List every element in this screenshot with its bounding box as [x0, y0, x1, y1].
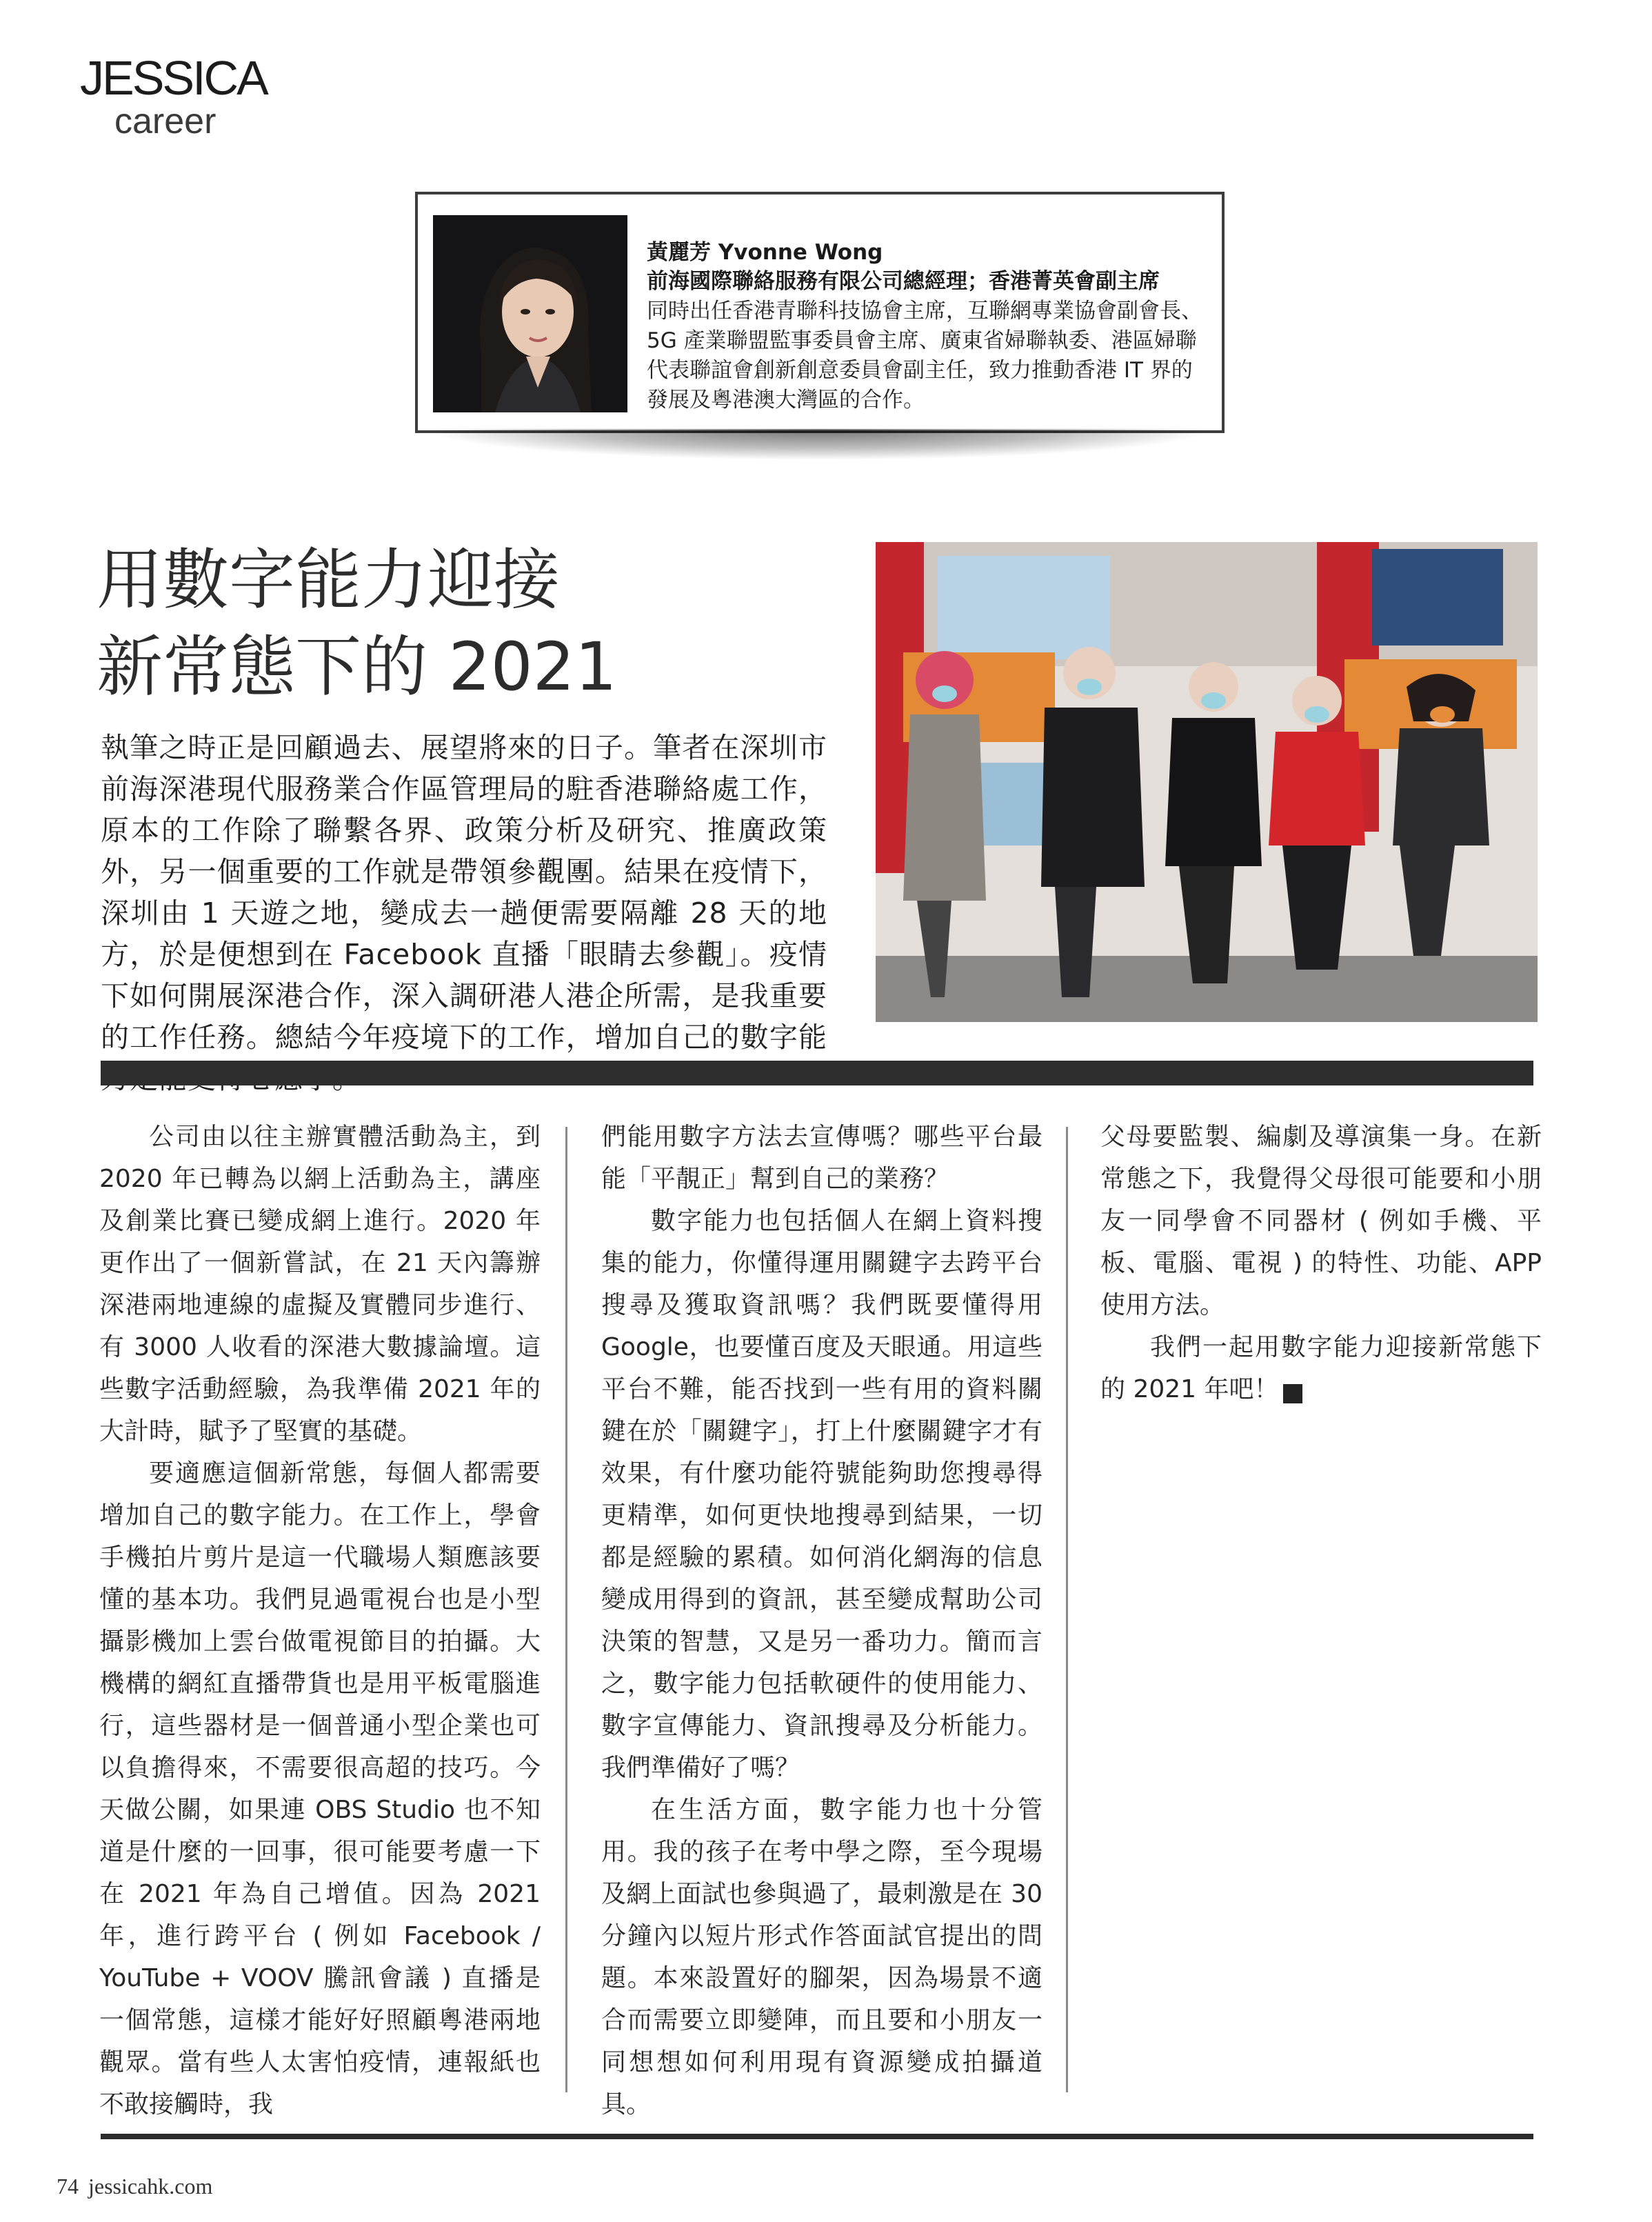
paragraph: 父母要監製、編劇及導演集一身。在新常態之下，我覺得父母很可能要和小朋友一同學會不同器材 ( 例如手機、平板、電腦、電視 ) 的特性、功能、APP 使用方法。	[1100, 1123, 1542, 1319]
article-intro: 執筆之時正是回顧過去、展望將來的日子。筆者在深圳市前海深港現代服務業合作區管理局的駐香港聯絡處工作，原本的工作除了聯繫各界、政策分析及研究、推廣政策外，另一個重要的工作就是帶領參觀團。結果在疫情下，深圳由 1 天遊之地，變成去一趟便需要隔離 28 天的地方，於是便想到在 Facebook 直播「眼睛去參觀」。疫情下如何開展深港合作，深入調研港人港企所需，是我重要的工作任務。總結今年疫境下的工作，增加自己的數字能	[101, 731, 827, 1054]
paragraph: 們能用數字方法去宣傳嗎？哪些平台最能「平靚正」幫到自己的業務？	[601, 1123, 1042, 1193]
headline-line-2: 新常態下的 2021	[97, 628, 617, 705]
page-number: 74	[57, 2174, 79, 2199]
page-footer	[57, 2174, 212, 2199]
event-photo-image	[876, 542, 1538, 1022]
article-column-3	[1100, 1116, 1542, 1410]
column-divider	[1066, 1127, 1068, 2092]
portrait-image	[433, 215, 627, 412]
article-headline	[97, 537, 855, 710]
paragraph: 要適應這個新常態，每個人都需要增加自己的數字能力。在工作上，學會手機拍片剪片是這一代職場人類應該要懂的基本功。我們見過電視台也是小型攝影機加上雲台做電視節目的拍攝。大機構的網紅直播帶貨也是用平板電腦進行，這些器材是一個普通小型企業也可以負擔得來，不需要很高超的技巧。今天做公關，如果連 OBS Studio 也不知道是什麼的一回事，很可能要考慮一下在 2021 年為自己增值。因為 2021 年，進行跨平台 ( 例如 Facebook / YouTube + VOOV 騰訊會議 ) 直播是一個常態，這樣才能好好照顧粵港兩地觀眾。當有些人太害怕疫情，連報紙也不敢接觸時，我	[99, 1459, 541, 2119]
paragraph: 在生活方面，數字能力也十分管用。我的孩子在考中學之際，至今現場及網上面試也參與過了，最刺激是在 30 分鐘內以短片形式作答面試官提出的問題。本來設置好的腳架，因為場景不適合而需要立即變陣，而且要和小朋友一同想想如何利用現有資源變成拍攝道具。	[601, 1796, 1042, 2119]
author-box-shadow	[434, 429, 1204, 459]
author-bio: 同時出任香港青聯科技協會主席，互聯網專業協會副會長、5G 產業聯盟監事委員會主席、廣東省婦聯執委、港區婦聯代表聯誼會創新創意委員會副主任，致力推動香港 IT 界的發展及粵港澳大灣區的合作。	[647, 299, 1202, 412]
author-title: 前海國際聯絡服務有限公司總經理；香港菁英會副主席	[647, 269, 1160, 294]
website-link[interactable]: jessicahk.com	[88, 2174, 213, 2199]
paragraph	[1100, 1326, 1542, 1410]
section-divider-bar	[101, 1061, 1533, 1085]
paragraph: 公司由以往主辦實體活動為主，到 2020 年已轉為以網上活動為主，講座及創業比賽已變成網上進行。2020 年更作出了一個新嘗試，在 21 天內籌辦深港兩地連線的虛擬及實體同步進行、有 3000 人收看的深港大數據論壇。這些數字活動經驗，為我準備 2021 年的大計時，賦予了堅實的基礎。	[99, 1123, 541, 1445]
section-label: career	[114, 101, 216, 141]
magazine-brand: JESSICA	[80, 51, 267, 105]
column-divider	[565, 1127, 567, 2092]
author-portrait	[433, 215, 627, 412]
closing-sentence: 我們一起用數字能力迎接新常態下的 2021 年吧！	[1100, 1333, 1542, 1403]
author-name: 黃麗芳 Yvonne Wong	[647, 240, 883, 265]
end-mark-icon: J	[1283, 1384, 1302, 1403]
footer-rule	[101, 2134, 1533, 2139]
article-column-1	[99, 1116, 541, 2125]
paragraph: 數字能力也包括個人在網上資料搜集的能力，你懂得運用關鍵字去跨平台搜尋及獲取資訊嗎？我們既要懂得用 Google，也要懂百度及天眼通。用這些平台不難，能否找到一些有用的資料關鍵在於「關鍵字」，打上什麼關鍵字才有效果，有什麼功能符號能夠助您搜尋得更精準，如何更快地搜尋到結果，一切都是經驗的累積。如何消化網海的信息變成用得到的資訊，甚至變成幫助公司決策的智慧，又是另一番功力。簡而言之，數字能力包括軟硬件的使用能力、數字宣傳能力、資訊搜尋及分析能力。我們準備好了嗎？	[601, 1207, 1042, 1782]
article-column-2	[601, 1116, 1042, 2125]
headline-line-1: 用數字能力迎接	[97, 541, 560, 619]
event-photo	[876, 542, 1538, 1022]
